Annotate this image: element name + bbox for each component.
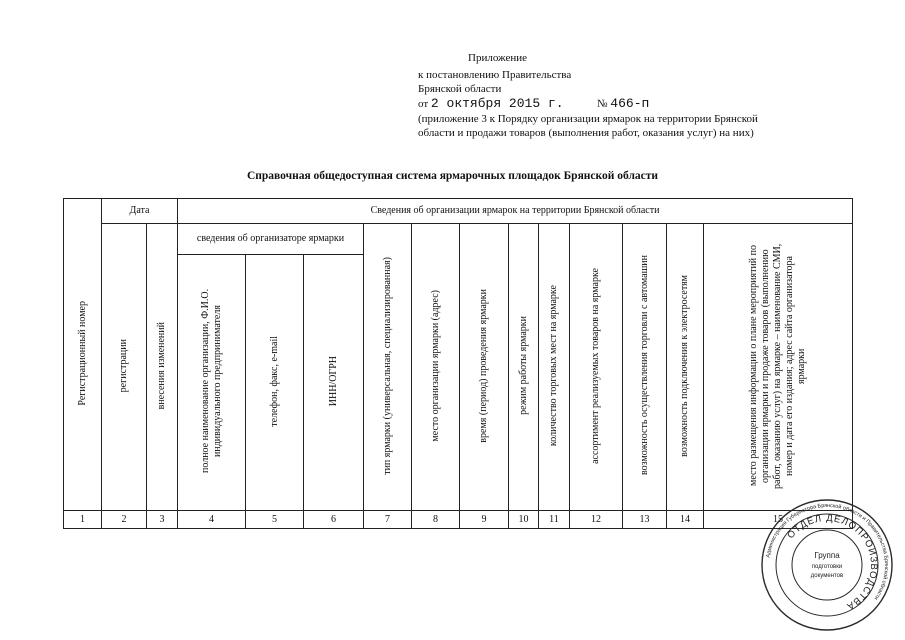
date-registration-header: регистрации: [102, 224, 147, 511]
column-number: 9: [460, 511, 509, 529]
organizer-group-header: сведения об организаторе ярмарки: [178, 224, 364, 255]
stamp-outer-text: Администрация Губернатора Брянской области и Правительства Брянской области: [765, 502, 890, 601]
column-number: 15: [704, 511, 853, 529]
mode-header: режим работы ярмарки: [509, 224, 539, 511]
fair-registry-table: [63, 198, 853, 529]
number-prefix: №: [597, 98, 608, 110]
reg-number-header: Регистрационный номер: [64, 199, 102, 511]
region-label: Брянской области: [418, 83, 502, 95]
inn-header: ИНН/ОГРН: [304, 255, 364, 511]
org-name-header: полное наименование организации, Ф.И.О. индивидуального предпринимателя: [178, 255, 246, 511]
info-group-header: Сведения об организации ярмарок на территории Брянской области: [178, 199, 853, 224]
resolution-label: к постановлению Правительства: [418, 69, 572, 81]
column-number: 8: [412, 511, 460, 529]
fair-type-header: тип ярмарки (универсальная, специализированная): [364, 224, 412, 511]
column-number: 2: [102, 511, 147, 529]
note-line-1: (приложение 3 к Порядку организации ярмарок на территории Брянской: [418, 113, 758, 125]
column-number: 14: [667, 511, 704, 529]
assortment-header: ассортимент реализуемых товаров на ярмарке: [570, 224, 623, 511]
resolution-date: 2 октября 2015 г.: [430, 96, 564, 111]
electricity-header: возможность подключения к электросетям: [667, 224, 704, 511]
column-number: 11: [539, 511, 570, 529]
column-number: 1: [64, 511, 102, 529]
appendix-label: Приложение: [468, 52, 528, 64]
column-number: 6: [304, 511, 364, 529]
document-title: Справочная общедоступная система ярмарочных площадок Брянской области: [246, 170, 659, 182]
column-number: 4: [178, 511, 246, 529]
date-group-header: Дата: [102, 199, 178, 224]
resolution-number: 466-п: [610, 96, 650, 111]
column-number: 13: [623, 511, 667, 529]
publication-header: место размещения информации о плане мероприятий по организации ярмарки и продаже товаров (выполнению работ, оказанию услуг) на ярмарке – наименование СМИ, номер и дата его издания; адрес сайта организатора ярмарки: [704, 224, 853, 511]
places-header: количество торговых мест на ярмарке: [539, 224, 570, 511]
stamp-center-line-1: Группа: [814, 551, 840, 560]
time-header: время (период) проведения ярмарки: [460, 224, 509, 511]
date-number-line: [418, 97, 649, 111]
column-number: 3: [147, 511, 178, 529]
column-number: 10: [509, 511, 539, 529]
department-stamp: [760, 498, 894, 632]
stamp-center-line-2: подготовки: [811, 564, 843, 570]
stamp-middle-text: ОТДЕЛ ДЕЛОПРОИЗВОДСТВА: [785, 512, 880, 612]
date-prefix: от: [418, 98, 429, 110]
column-number: 12: [570, 511, 623, 529]
stamp-center-line-3: документов: [810, 573, 844, 579]
column-number: 7: [364, 511, 412, 529]
date-changes-header: внесения изменений: [147, 224, 178, 511]
location-header: место организации ярмарки (адрес): [412, 224, 460, 511]
note-line-2: области и продажи товаров (выполнения работ, оказания услуг) на них): [418, 127, 754, 139]
column-number: 5: [246, 511, 304, 529]
phone-header: телефон, факс, e-mail: [246, 255, 304, 511]
auto-trade-header: возможность осуществления торговли с автомашин: [623, 224, 667, 511]
